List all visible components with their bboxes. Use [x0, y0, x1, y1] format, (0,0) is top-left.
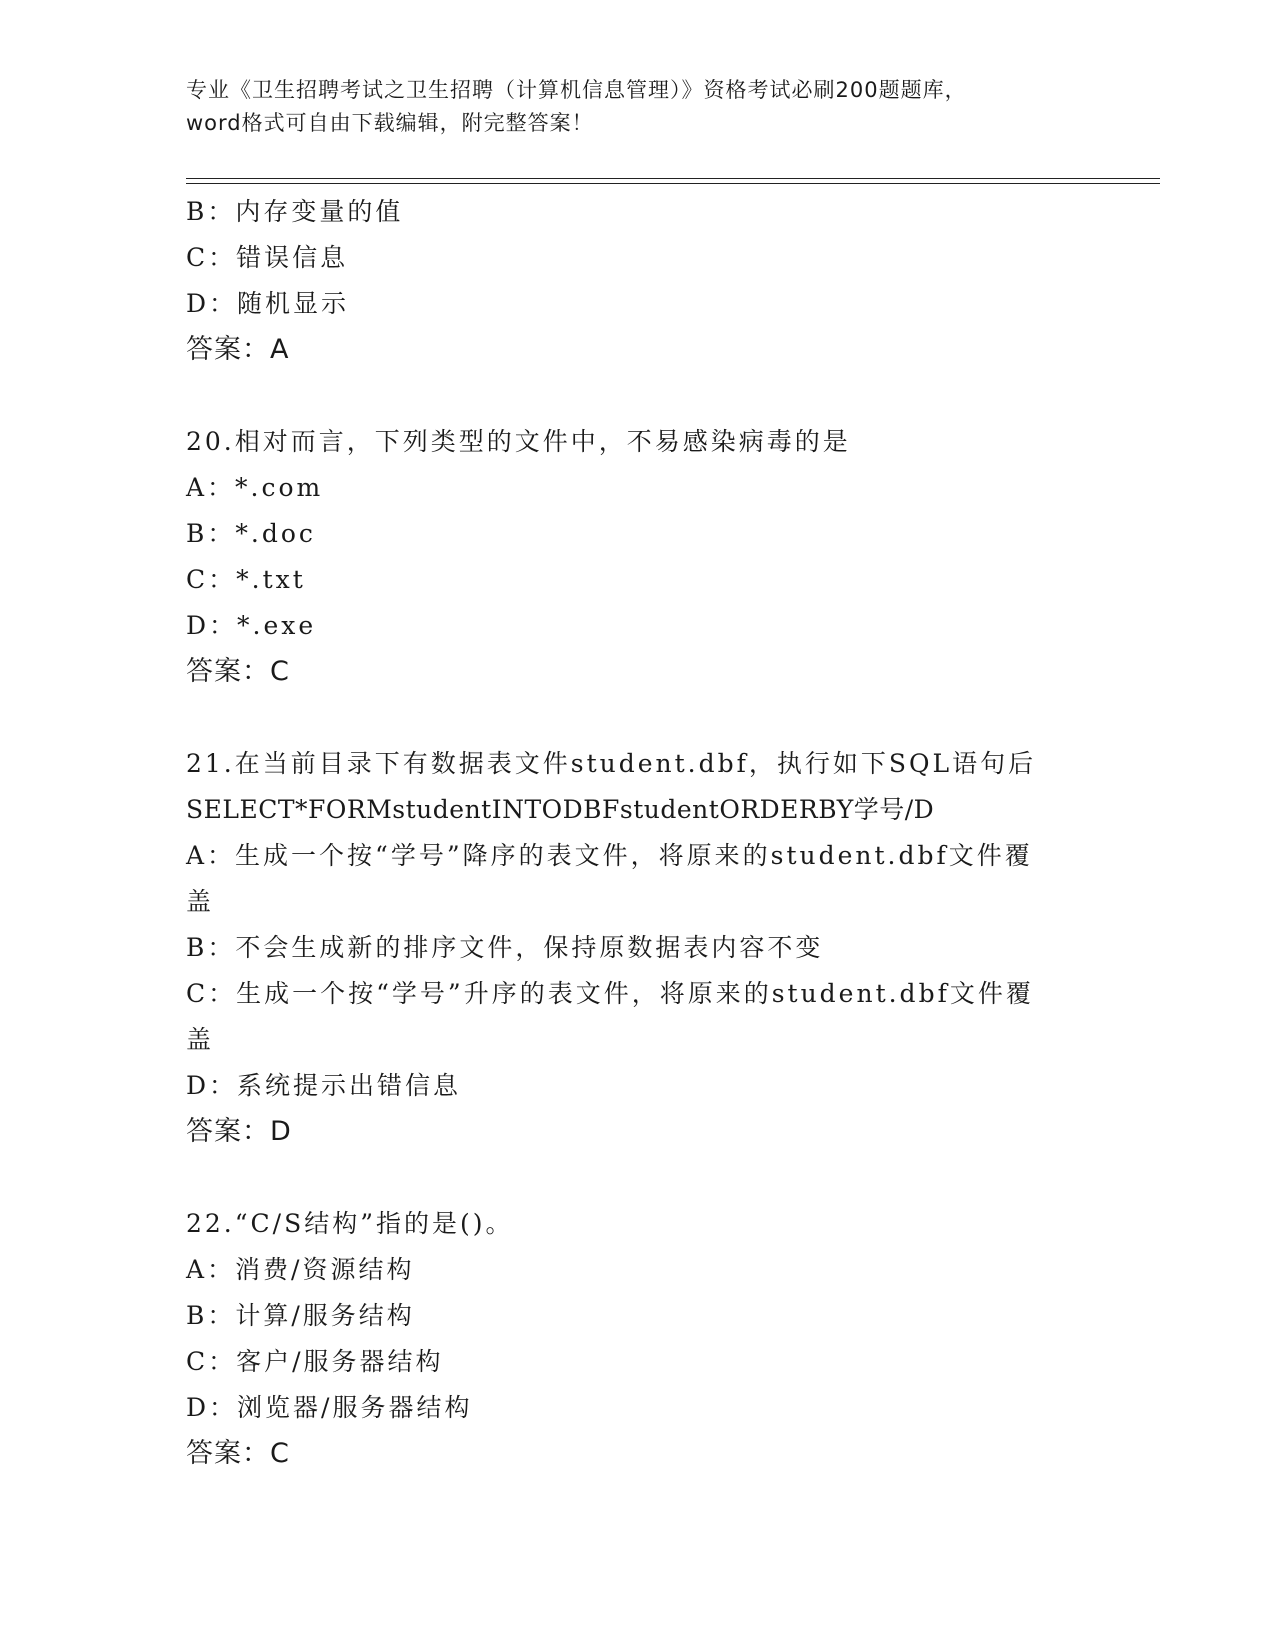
- question-stem: 22.“C/S结构”指的是()。: [186, 1209, 514, 1238]
- question-stem: 20.相对而言，下列类型的文件中，不易感染病毒的是: [186, 427, 851, 456]
- question-list: [186, 189, 1086, 1477]
- spacer: [186, 695, 1086, 741]
- question-stem: 21.在当前目录下有数据表文件student.dbf，执行如下SQL语句后: [186, 749, 1037, 778]
- header-rule-bottom: [186, 183, 1160, 184]
- option-b: B：不会生成新的排序文件，保持原数据表内容不变: [186, 933, 824, 962]
- header-rule-top: [186, 178, 1160, 179]
- option-b: B：计算/服务结构: [186, 1301, 415, 1330]
- option-c: C：客户/服务器结构: [186, 1347, 444, 1376]
- question-19-fragment: [186, 189, 1086, 373]
- option-c: C：错误信息: [186, 243, 349, 272]
- option-c: C：生成一个按“学号”升序的表文件，将原来的student.dbf文件覆盖: [186, 979, 1034, 1054]
- answer: 答案：C: [186, 1438, 290, 1469]
- sql-statement: SELECT*FORMstudentINTODBFstudentORDERBY学号/D: [186, 795, 935, 824]
- option-a: A：*.com: [186, 473, 324, 502]
- spacer: [186, 1155, 1086, 1201]
- answer: 答案：C: [186, 656, 290, 687]
- option-b: B：内存变量的值: [186, 197, 404, 226]
- option-a: A：生成一个按“学号”降序的表文件，将原来的student.dbf文件覆盖: [186, 841, 1033, 916]
- option-c: C：*.txt: [186, 565, 306, 594]
- option-d: D：系统提示出错信息: [186, 1071, 462, 1100]
- answer: 答案：D: [186, 1116, 292, 1147]
- answer: 答案：A: [186, 334, 290, 365]
- spacer: [186, 373, 1086, 419]
- document-header: [186, 74, 1086, 140]
- option-d: D：*.exe: [186, 611, 317, 640]
- question-22: [186, 1201, 1086, 1477]
- question-20: [186, 419, 1086, 695]
- option-a: A：消费/资源结构: [186, 1255, 415, 1284]
- option-b: B：*.doc: [186, 519, 316, 548]
- option-d: D：浏览器/服务器结构: [186, 1393, 473, 1422]
- header-line-1: 专业《卫生招聘考试之卫生招聘（计算机信息管理）》资格考试必刷200题题库，: [186, 78, 967, 102]
- question-21: [186, 741, 1086, 1155]
- option-d: D：随机显示: [186, 289, 350, 318]
- header-line-2: word格式可自由下载编辑，附完整答案！: [186, 111, 594, 135]
